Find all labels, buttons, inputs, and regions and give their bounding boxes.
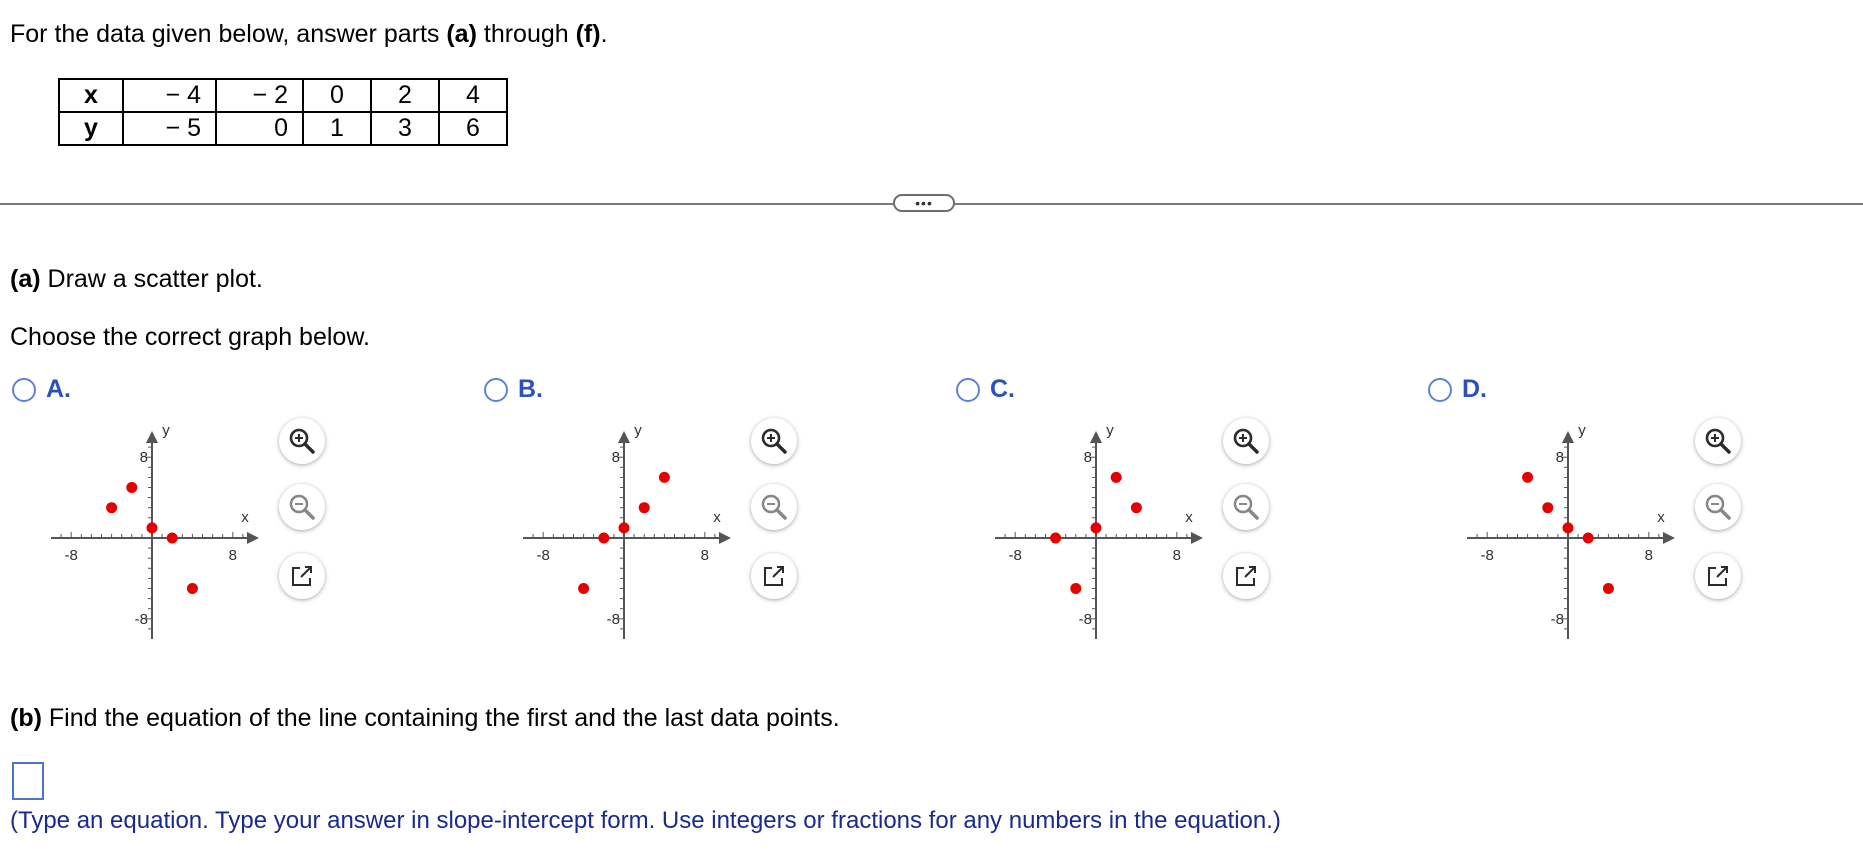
table-header-x: x	[59, 79, 123, 112]
x-axis-label: x	[713, 509, 721, 526]
y-max-label: 8	[139, 449, 148, 467]
data-point	[1583, 533, 1594, 544]
x-axis-label: x	[1185, 509, 1193, 526]
data-point	[1050, 533, 1061, 544]
table-cell: 1	[303, 112, 371, 145]
data-point	[1111, 472, 1122, 483]
option-d-zoom-in-button[interactable]	[1695, 418, 1741, 464]
y-max-label: 8	[1083, 449, 1092, 467]
data-point	[1542, 502, 1553, 513]
option-a-popout-button[interactable]	[279, 553, 325, 599]
y-axis-arrow	[618, 431, 630, 443]
zoom-out-icon	[1231, 492, 1261, 522]
part-a-heading	[10, 265, 263, 294]
y-axis-arrow	[1090, 431, 1102, 443]
intro-part-f: (f)	[575, 20, 601, 48]
popout-icon	[759, 561, 789, 591]
option-a-radio[interactable]	[12, 378, 36, 402]
x-axis-label: x	[241, 509, 249, 526]
option-d-label[interactable]: D.	[1462, 375, 1487, 403]
table-cell: − 5	[123, 112, 216, 145]
y-axis-label: y	[1106, 422, 1114, 439]
option-d-radio[interactable]	[1428, 378, 1452, 402]
data-point	[1091, 522, 1102, 533]
data-point	[106, 502, 117, 513]
popout-icon	[1703, 561, 1733, 591]
zoom-out-icon	[759, 492, 789, 522]
option-b-zoom-out-button[interactable]	[751, 484, 797, 530]
x-min-label: -8	[1008, 547, 1022, 564]
data-point	[1070, 583, 1081, 594]
intro-part-a: (a)	[446, 20, 477, 48]
zoom-in-icon	[287, 426, 317, 456]
part-b-label: (b)	[10, 704, 42, 732]
data-point	[578, 583, 589, 594]
equation-answer-input[interactable]	[12, 762, 44, 800]
x-max-label: 8	[700, 547, 709, 564]
intro-middle: through	[476, 20, 576, 48]
option-c-zoom-in-button[interactable]	[1223, 418, 1269, 464]
zoom-in-icon	[759, 426, 789, 456]
answer-instruction: (Type an equation. Type your answer in slope-intercept form. Use integers or fractions for any numbers in the equation.)	[10, 807, 1281, 834]
table-cell: 6	[439, 112, 507, 145]
y-axis-arrow	[146, 431, 158, 443]
table-cell: − 4	[123, 79, 216, 112]
data-point	[187, 583, 198, 594]
y-min-label: -8	[606, 610, 620, 628]
x-axis-arrow	[719, 532, 731, 544]
x-min-label: -8	[536, 547, 550, 564]
table-cell: 0	[303, 79, 371, 112]
data-point	[639, 502, 650, 513]
zoom-out-icon	[287, 492, 317, 522]
y-axis-arrow	[1562, 431, 1574, 443]
question-intro	[10, 20, 608, 49]
part-a-label: (a)	[10, 265, 41, 293]
part-b-text: Find the equation of the line containing the first and the last data points.	[41, 704, 840, 732]
table-cell: 0	[216, 112, 303, 145]
y-min-label: -8	[1078, 610, 1092, 628]
option-b-graph	[484, 410, 724, 650]
option-c-radio[interactable]	[956, 378, 980, 402]
option-c-popout-button[interactable]	[1223, 553, 1269, 599]
table-header-y: y	[59, 112, 123, 145]
option-b-radio[interactable]	[484, 378, 508, 402]
table-cell: 3	[371, 112, 439, 145]
x-axis-arrow	[247, 532, 259, 544]
data-point	[167, 533, 178, 544]
data-point	[598, 533, 609, 544]
data-point	[659, 472, 670, 483]
option-a-graph	[12, 410, 252, 650]
option-d-popout-button[interactable]	[1695, 553, 1741, 599]
x-axis-arrow	[1191, 532, 1203, 544]
intro-prefix: For the data given below, answer parts	[10, 20, 447, 48]
option-c-graph	[956, 410, 1196, 650]
option-c-label[interactable]: C.	[990, 375, 1015, 403]
choose-prompt: Choose the correct graph below.	[10, 323, 370, 351]
x-max-label: 8	[1172, 547, 1181, 564]
x-max-label: 8	[1644, 547, 1653, 564]
x-axis-arrow	[1663, 532, 1675, 544]
option-b-zoom-in-button[interactable]	[751, 418, 797, 464]
table-cell: 2	[371, 79, 439, 112]
table-cell: 4	[439, 79, 507, 112]
option-a-label[interactable]: A.	[46, 375, 71, 403]
table-cell: − 2	[216, 79, 303, 112]
x-min-label: -8	[1480, 547, 1494, 564]
table-row-x	[59, 79, 507, 112]
data-point	[619, 522, 630, 533]
intro-suffix: .	[600, 20, 608, 48]
x-min-label: -8	[64, 547, 78, 564]
data-point	[1563, 522, 1574, 533]
y-max-label: 8	[611, 449, 620, 467]
data-point	[1603, 583, 1614, 594]
expand-more-button[interactable]: •••	[893, 194, 955, 212]
data-point	[126, 482, 137, 493]
zoom-out-icon	[1703, 492, 1733, 522]
part-a-text: Draw a scatter plot.	[40, 265, 263, 293]
zoom-in-icon	[1703, 426, 1733, 456]
data-point	[1131, 502, 1142, 513]
y-axis-label: y	[634, 422, 642, 439]
option-d-zoom-out-button[interactable]	[1695, 484, 1741, 530]
data-point	[1522, 472, 1533, 483]
x-max-label: 8	[228, 547, 237, 564]
option-b-label[interactable]: B.	[518, 375, 543, 403]
y-min-label: -8	[1550, 610, 1564, 628]
data-point	[147, 522, 158, 533]
y-max-label: 8	[1555, 449, 1564, 467]
popout-icon	[287, 561, 317, 591]
option-a-zoom-in-button[interactable]	[279, 418, 325, 464]
part-b-heading	[10, 704, 840, 733]
data-table	[58, 78, 508, 146]
y-axis-label: y	[1578, 422, 1586, 439]
option-a-zoom-out-button[interactable]	[279, 484, 325, 530]
option-c-zoom-out-button[interactable]	[1223, 484, 1269, 530]
option-b-popout-button[interactable]	[751, 553, 797, 599]
x-axis-label: x	[1657, 509, 1665, 526]
y-min-label: -8	[134, 610, 148, 628]
table-row-y	[59, 112, 507, 145]
popout-icon	[1231, 561, 1261, 591]
zoom-in-icon	[1231, 426, 1261, 456]
y-axis-label: y	[162, 422, 170, 439]
option-d-graph	[1428, 410, 1668, 650]
